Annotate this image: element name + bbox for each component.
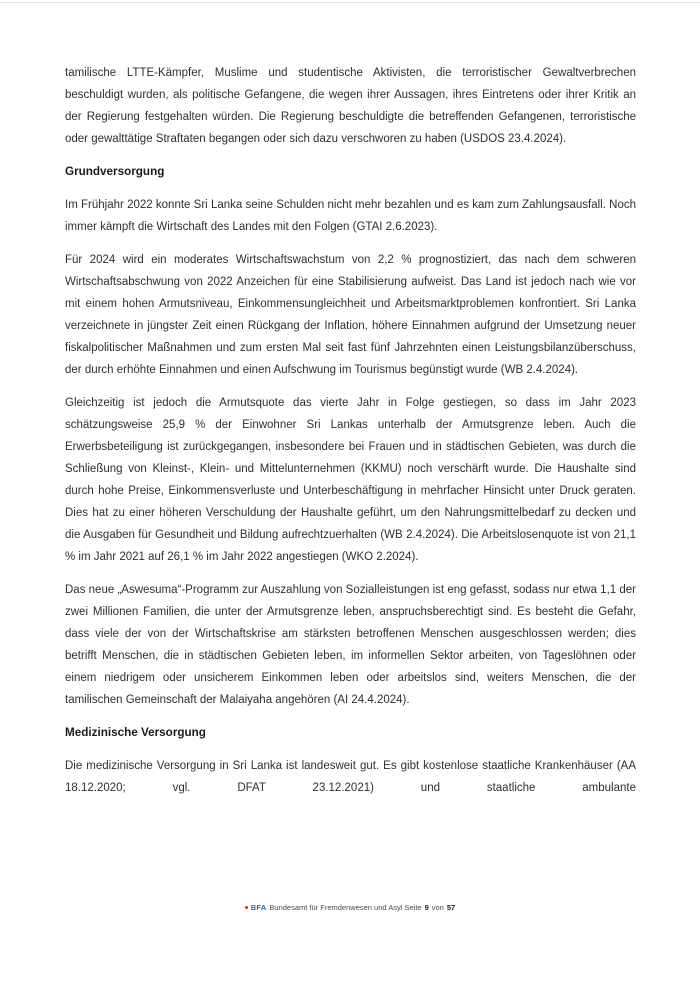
footer-org-text: Bundesamt für Fremdenwesen und Asyl Seite — [269, 903, 422, 912]
footer-total-pages: 57 — [446, 903, 456, 912]
paragraph: Die medizinische Versorgung in Sri Lanka ist landesweit gut. Es gibt kostenlose staatliche Krankenhäuser (AA 18.12.2020; vgl. DFAT 23.12.2021) und staatliche ambulante — [65, 760, 636, 794]
section-heading-grundversorgung: Grundversorgung — [65, 165, 165, 178]
paragraph: Gleichzeitig ist jedoch die Armutsquote das vierte Jahr in Folge gestiegen, so dass im Jahr 2023 schätzungsweise 25,9 % der Einwohner Sri Lankas unterhalb der Armutsgrenze leben. Auch die Erwerbsbeteiligung ist zurückgegangen, insbesondere bei Frauen und in städtischen Gebieten, was durch die Schließung von Kleinst-, Klein- und Mittelunternehmen (KKMU) noch verschärft wurde. Die Haushalte sind durch hohe Preise, Einkommensverluste und Unterbeschäftigung in mehrfacher Hinsicht unter Druck geraten. Dies hat zu einer höheren Verschuldung der Haushalte geführt, um den Nahrungsmittelbedarf zu decken und die Ausgaben für Gesundheit und Bildung aufrechtzuerhalten (WB 2.4.2024). Die Arbeitslosenquote ist von 21,1 % im Jahr 2021 auf 26,1 % im Jahr 2022 angestiegen (WKO 2.2024). — [65, 397, 636, 563]
page-top-divider — [0, 2, 700, 3]
bfa-logo-dot-icon — [245, 906, 248, 909]
document-content — [65, 62, 636, 810]
page-footer — [0, 903, 700, 912]
footer-page-number: 9 — [424, 903, 429, 912]
section-heading-medizinische-versorgung: Medizinische Versorgung — [65, 726, 206, 739]
footer-separator: von — [431, 903, 444, 912]
paragraph: Für 2024 wird ein moderates Wirtschaftswachstum von 2,2 % prognostiziert, das nach dem schweren Wirtschaftsabschwung von 2022 Anzeichen für eine Stabilisierung aufweist. Das Land ist jedoch nach wie vor mit einem hohen Armutsniveau, Einkommensungleichheit und Arbeitsmarktproblemen konfrontiert. Sri Lanka verzeichnete in jüngster Zeit einen Rückgang der Inflation, höhere Einnahmen aufgrund der Umsetzung neuer fiskalpolitischer Maßnahmen und zum ersten Mal seit fast fünf Jahrzehnten einen Leistungsbilanzüberschuss, der durch erhöhte Einnahmen und einen Aufschwung im Tourismus begünstigt wurde (WB 2.4.2024). — [65, 254, 636, 376]
paragraph: Das neue „Aswesuma“-Programm zur Auszahlung von Sozialleistungen ist eng gefasst, sodass nur etwa 1,1 der zwei Millionen Familien, die unter der Armutsgrenze leben, anspruchsberechtigt sind. Es besteht die Gefahr, dass viele der von der Wirtschaftskrise am stärksten betroffenen Menschen ausgeschlossen werden; dies betrifft Menschen, die in städtischen Gebieten leben, im informellen Sektor arbeiten, von Tageslöhnen oder einem niedrigem oder unsicherem Einkommen leben oder arbeitslos sind, weiters Menschen, die der tamilischen Gemeinschaft der Malaiyaha angehören (AI 24.4.2024). — [65, 584, 636, 706]
paragraph: Im Frühjahr 2022 konnte Sri Lanka seine Schulden nicht mehr bezahlen und es kam zum Zahlungsausfall. Noch immer kämpft die Wirtschaft des Landes mit den Folgen (GTAI 2.6.2023). — [65, 199, 636, 233]
paragraph: tamilische LTTE-Kämpfer, Muslime und studentische Aktivisten, die terroristischer Gewaltverbrechen beschuldigt wurden, als politische Gefangene, die wegen ihrer Aussagen, ihres Eintretens oder ihrer Kritik an der Regierung festgehalten würden. Die Regierung beschuldigte die betreffenden Gefangenen, terroristische oder gewalttätige Straftaten begangen oder sich dazu verschworen zu haben (USDOS 23.4.2024). — [65, 67, 636, 145]
bfa-logo: BFA — [250, 903, 267, 912]
